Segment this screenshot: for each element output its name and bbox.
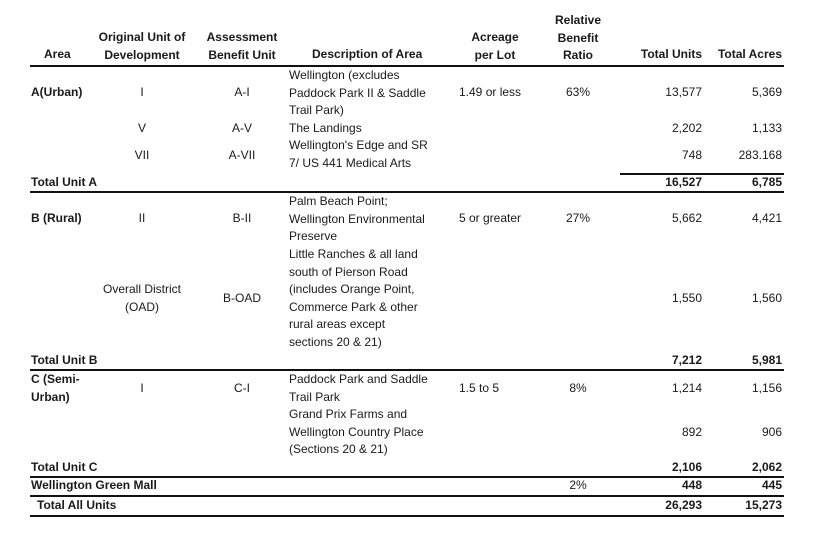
total-unit-c-label: Total Unit C bbox=[31, 460, 98, 474]
total-unit-a-units: 16,527 bbox=[665, 175, 702, 189]
row-total-acres: 283.168 bbox=[738, 148, 782, 162]
table-bottom-rule bbox=[30, 515, 784, 517]
total-unit-a-label: Total Unit A bbox=[31, 175, 97, 189]
row-total-acres: 1,156 bbox=[751, 381, 782, 395]
mall-acres: 445 bbox=[761, 478, 782, 492]
row-original: I bbox=[140, 85, 144, 99]
row-total-acres: 4,421 bbox=[751, 211, 782, 225]
mall-ratio: 2% bbox=[569, 478, 587, 492]
row-total-units: 2,202 bbox=[671, 121, 702, 135]
row-total-units: 1,550 bbox=[671, 291, 702, 305]
header-description: Description of Area bbox=[312, 47, 423, 61]
total-unit-a-acres: 6,785 bbox=[751, 175, 782, 189]
row-unit: C-I bbox=[234, 381, 250, 395]
header-assessment-unit: Assessment Benefit Unit bbox=[206, 30, 278, 62]
row-area: A(Urban) bbox=[31, 85, 83, 99]
total-unit-b-acres: 5,981 bbox=[751, 353, 782, 367]
row-unit: A-VII bbox=[228, 148, 256, 162]
row-description: Paddock Park and Saddle Trail Park bbox=[289, 372, 428, 404]
row-unit: B-II bbox=[232, 211, 252, 225]
total-unit-b-label: Total Unit B bbox=[31, 353, 98, 367]
row-total-units: 748 bbox=[681, 148, 702, 162]
header-total-acres: Total Acres bbox=[717, 47, 782, 61]
row-unit: B-OAD bbox=[222, 291, 261, 305]
row-total-acres: 1,133 bbox=[751, 121, 782, 135]
row-total-units: 1,214 bbox=[671, 381, 702, 395]
mall-label: Wellington Green Mall bbox=[31, 478, 157, 492]
row-description: Palm Beach Point; Wellington Environmental Preserve bbox=[289, 194, 425, 243]
row-total-acres: 1,560 bbox=[751, 291, 782, 305]
row-acreage: 5 or greater bbox=[459, 211, 522, 225]
total-all-units: 26,293 bbox=[665, 498, 702, 512]
row-unit: A-I bbox=[234, 85, 250, 99]
row-description: The Landings bbox=[289, 121, 362, 135]
total-unit-b-units: 7,212 bbox=[671, 353, 702, 367]
total-a-top-rule bbox=[620, 173, 784, 175]
header-total-units: Total Units bbox=[640, 47, 702, 61]
header-area: Area bbox=[44, 47, 71, 61]
row-original: V bbox=[137, 121, 146, 135]
row-total-acres: 906 bbox=[761, 425, 782, 439]
header-original-unit: Original Unit of Development bbox=[98, 30, 186, 62]
row-ratio: 27% bbox=[565, 211, 591, 225]
row-original: I bbox=[140, 381, 144, 395]
row-total-units: 13,577 bbox=[665, 85, 702, 99]
row-description: Grand Prix Farms and Wellington Country Place (Sections 20 & 21) bbox=[289, 407, 424, 456]
row-ratio: 8% bbox=[569, 381, 587, 395]
row-unit: A-V bbox=[231, 121, 252, 135]
header-acreage: Acreage per Lot bbox=[471, 30, 519, 62]
total-unit-c-units: 2,106 bbox=[671, 460, 702, 474]
row-description: Wellington (excludes Paddock Park II & Saddle Trail Park) bbox=[289, 68, 426, 117]
row-original: Overall District (OAD) bbox=[102, 282, 181, 314]
header-ratio: Relative Benefit Ratio bbox=[554, 13, 602, 62]
total-all-acres: 15,273 bbox=[745, 498, 782, 512]
row-description: Little Ranches & all land south of Pierson Road (includes Orange Point, Commerce Park & other rural areas except sections 20 & 21) bbox=[289, 247, 418, 349]
row-total-acres: 5,369 bbox=[751, 85, 782, 99]
row-original: II bbox=[138, 211, 146, 225]
mall-units: 448 bbox=[681, 478, 702, 492]
row-acreage: 1.49 or less bbox=[459, 85, 522, 99]
row-ratio: 63% bbox=[565, 85, 591, 99]
row-original: VII bbox=[134, 148, 150, 162]
row-description: Wellington's Edge and SR 7/ US 441 Medical Arts bbox=[289, 138, 428, 170]
row-total-units: 5,662 bbox=[671, 211, 702, 225]
row-area: C (Semi- Urban) bbox=[31, 372, 80, 404]
total-all-label: Total All Units bbox=[37, 498, 117, 512]
total-unit-c-acres: 2,062 bbox=[751, 460, 782, 474]
row-acreage: 1.5 to 5 bbox=[459, 381, 500, 395]
row-area: B (Rural) bbox=[31, 211, 82, 225]
row-total-units: 892 bbox=[681, 425, 702, 439]
